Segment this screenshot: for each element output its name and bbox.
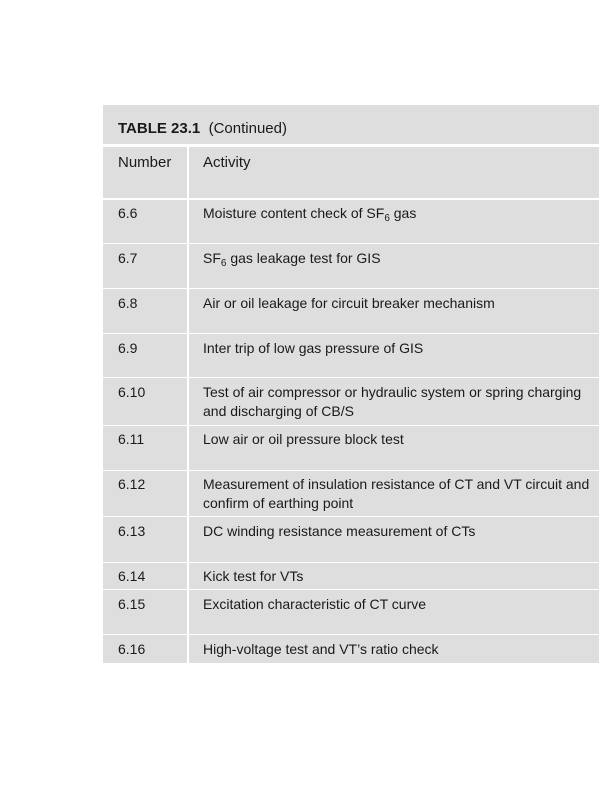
column-divider [187, 146, 189, 663]
row-divider [103, 425, 599, 426]
row-divider [103, 516, 599, 517]
table-caption [118, 120, 287, 137]
row-divider [103, 288, 599, 289]
table-continued: (Continued) [208, 120, 287, 137]
header-rule [103, 144, 599, 147]
row-divider [103, 333, 599, 334]
row-activity: High-voltage test and VT’s ratio check [203, 641, 439, 657]
row-activity-line: confirm of earthing point [203, 495, 354, 511]
row-number: 6.10 [118, 384, 146, 400]
row-number: 6.16 [118, 641, 146, 657]
row-divider [103, 589, 599, 590]
row-activity-line: and discharging of CB/S [203, 403, 354, 419]
row-number: 6.8 [118, 295, 138, 311]
row-divider [103, 198, 599, 200]
row-number: 6.6 [118, 205, 138, 221]
row-divider [103, 377, 599, 378]
row-number: 6.9 [118, 340, 138, 356]
row-activity: Kick test for VTs [203, 568, 304, 584]
data-table [103, 105, 599, 663]
row-number: 6.11 [118, 431, 145, 447]
row-divider [103, 470, 599, 471]
row-divider [103, 243, 599, 244]
row-number: 6.13 [118, 523, 146, 539]
row-activity: Air or oil leakage for circuit breaker mechanism [203, 295, 495, 311]
row-activity-line: Measurement of insulation resistance of CT and VT circuit and [203, 476, 590, 492]
row-activity: Excitation characteristic of CT curve [203, 596, 427, 612]
row-number: 6.14 [118, 568, 146, 584]
row-divider [103, 562, 599, 563]
row-activity: Inter trip of low gas pressure of GIS [203, 340, 424, 356]
row-number: 6.12 [118, 476, 146, 492]
row-activity: Moisture content check of $SF_6$ gas [203, 205, 417, 224]
table-number: TABLE 23.1 [118, 120, 201, 137]
row-divider [103, 634, 599, 635]
row-activity-line: Test of air compressor or hydraulic system or spring charging [203, 384, 582, 400]
column-header-activity: Activity [203, 154, 251, 171]
row-activity: Low air or oil pressure block test [203, 431, 404, 447]
row-number: 6.7 [118, 250, 138, 266]
column-header-number: Number [118, 154, 172, 171]
row-activity: DC winding resistance measurement of CTs [203, 523, 476, 539]
row-number: 6.15 [118, 596, 146, 612]
row-activity: $SF_6$ gas leakage test for GIS [203, 250, 381, 269]
